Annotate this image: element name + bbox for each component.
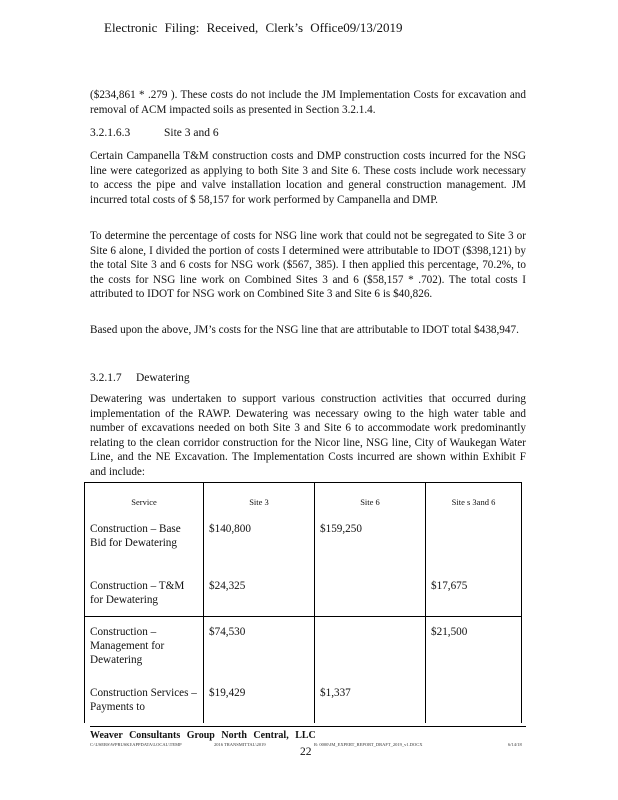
section-number: 3.2.1.7	[90, 372, 122, 384]
cell-service: Construction Services – Payments to	[85, 672, 204, 723]
cell-service: Construction – Management for Dewatering	[85, 617, 204, 673]
footer-path-left: C:\USERS\WPRUSKI\APPDATA\LOCAL\TEMP	[90, 742, 182, 747]
intro-paragraph: ($234,861 * .279 ). These costs do not include the JM Implementation Costs for excavation and removal of ACM impacted soils as presented in Section 3.2.1.4.	[90, 89, 526, 116]
filing-header: Electronic Filing: Received, Clerk’s Office09/13/2019	[104, 20, 403, 35]
table-row	[85, 672, 522, 723]
header-site36: Site s 3and 6	[426, 483, 522, 519]
section-heading-3-2-1-6-3	[90, 127, 219, 139]
page-number: 22	[300, 746, 312, 758]
cell-site36: $17,675	[426, 567, 522, 617]
section-title: Dewatering	[136, 372, 190, 384]
footer-date: 6/14/18	[508, 742, 522, 747]
table-row	[85, 617, 522, 673]
table-row	[85, 518, 522, 567]
cell-site36	[426, 518, 522, 567]
header-service: Service	[85, 483, 204, 519]
dewatering-cost-table	[84, 482, 522, 723]
cell-site36: $21,500	[426, 617, 522, 673]
paragraph-dewatering: Dewatering was undertaken to support various construction activities that occurred during implementation of the RAWP. Dewatering was necessary owing to the high water table and number of excavations needed on both Site 3 and Site 6 to accommodate work predominantly relating to the clean corridor construction for the Nicor line, NSG line, City of Waukegan Water Line, and the NE Excavation. The Implementation Costs incurred are shown within Exhibit F and include:	[90, 393, 526, 478]
cell-site6: $1,337	[315, 672, 426, 723]
cell-service: Construction – Base Bid for Dewatering	[85, 518, 204, 567]
paragraph-percentage-method: To determine the percentage of costs for NSG line work that could not be segregated to Site 3 or Site 6 alone, I divided the portion of costs I determined were attributable to IDOT ($398,121) by the total Site 3 and 6 costs for NSG work ($567, 385). I then applied this percentage, 70.2%, to the costs for NSG line work on Combined Sites 3 and 6 ($58,157 * .702). The total costs I attributed to IDOT for NSG work on Combined Site 3 and Site 6 is $40,826.	[90, 230, 526, 301]
table-header-row	[85, 483, 522, 519]
cell-site36	[426, 672, 522, 723]
cell-site6	[315, 567, 426, 617]
cell-site3: $74,530	[204, 617, 315, 673]
footer-path-right: R: 0000\JM_EXPERT_REPORT_DRAFT_2019_v1.DOCX	[314, 742, 423, 747]
paragraph-nsg-total: Based upon the above, JM’s costs for the NSG line that are attributable to IDOT total $438,947.	[90, 324, 519, 336]
paragraph-campanella-costs: Certain Campanella T&M construction costs and DMP construction costs incurred for the NSG line were categorized as applying to both Site 3 and Site 6. These costs include work necessary to access the pipe and valve installation location and general construction management. JM incurred total costs of $ 58,157 for work performed by Campanella and DMP.	[90, 150, 526, 206]
cell-site3: $24,325	[204, 567, 315, 617]
section-number: 3.2.1.6.3	[90, 127, 131, 139]
cell-site3: $19,429	[204, 672, 315, 723]
section-heading-3-2-1-7	[90, 372, 190, 384]
cell-service: Construction – T&M for Dewatering	[85, 567, 204, 617]
footer-divider	[90, 726, 526, 727]
footer-path-mid: 2016 TRANSMITTAL\2019	[214, 742, 266, 747]
section-title: Site 3 and 6	[164, 127, 219, 139]
footer-firm-name: Weaver Consultants Group North Central, LLC	[90, 730, 316, 741]
table-row	[85, 567, 522, 617]
header-site3: Site 3	[204, 483, 315, 519]
header-site6: Site 6	[315, 483, 426, 519]
cell-site6	[315, 617, 426, 673]
cell-site6: $159,250	[315, 518, 426, 567]
cell-site3: $140,800	[204, 518, 315, 567]
